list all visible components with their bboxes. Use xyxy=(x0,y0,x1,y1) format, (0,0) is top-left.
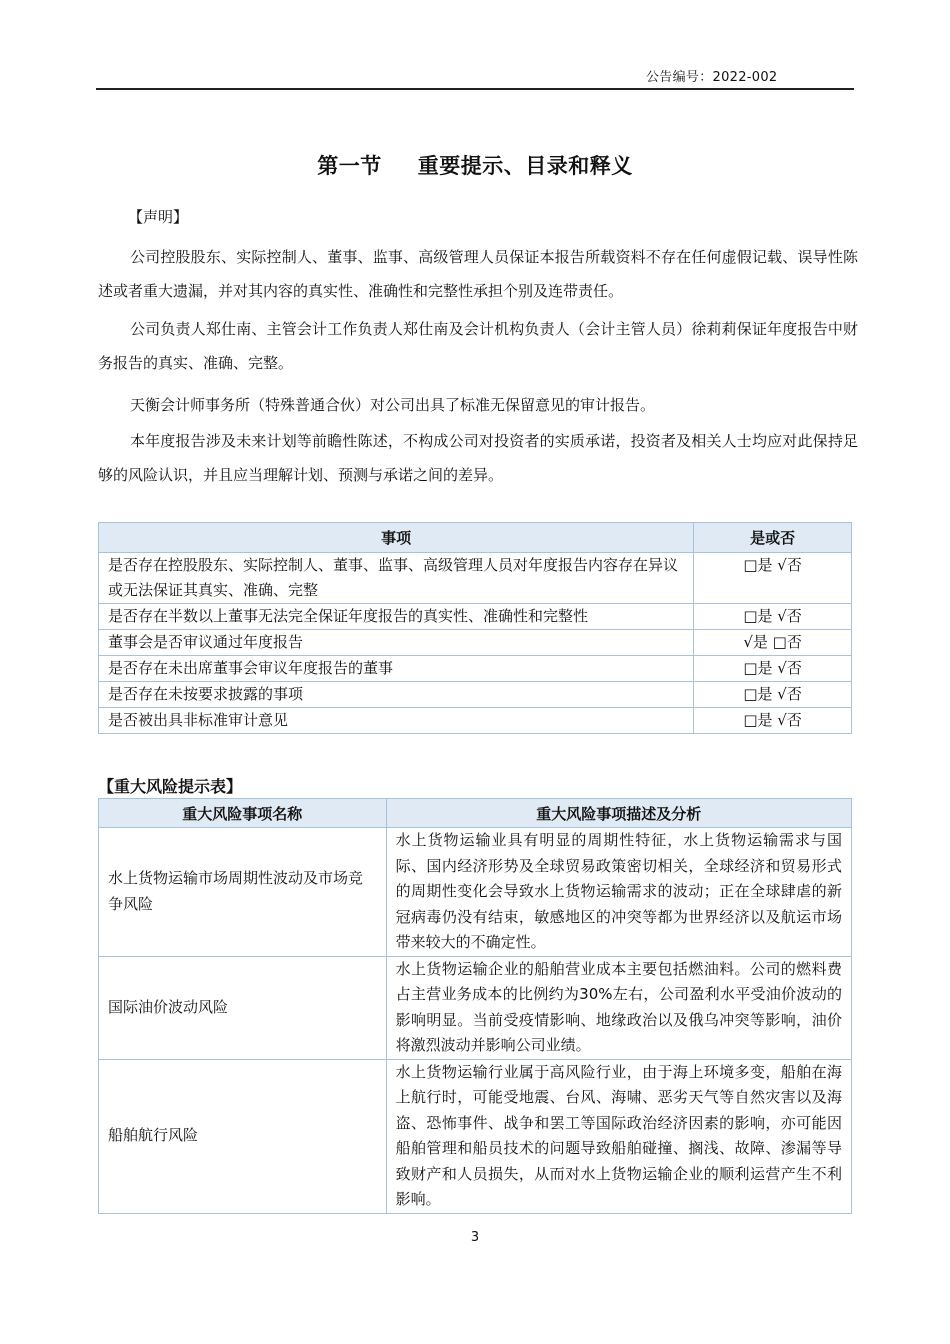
table-row xyxy=(99,828,852,957)
column-header-risk-description: 重大风险事项描述及分析 xyxy=(386,799,851,828)
table-cell-answer: □是 √否 xyxy=(694,682,852,708)
table-row xyxy=(99,553,852,604)
table-cell-item: 是否存在控股股东、实际控制人、董事、监事、高级管理人员对年度报告内容存在异议或无法保证其真实、准确、完整 xyxy=(99,553,694,604)
section-title-line xyxy=(0,150,950,180)
table-cell-answer: √是 □否 xyxy=(694,630,852,656)
table-row xyxy=(99,1059,852,1213)
risk-name: 国际油价波动风险 xyxy=(99,956,387,1059)
risk-description: 水上货物运输企业的船舶营业成本主要包括燃油料。公司的燃料费占主营业务成本的比例约为30%左右，公司盈利水平受油价波动的影响明显。当前受疫情影响、地缘政治以及俄乌冲突等影响，油价将激烈波动并影响公司业绩。 xyxy=(386,956,851,1059)
table-cell-answer: □是 √否 xyxy=(694,553,852,604)
column-header-answer: 是或否 xyxy=(694,523,852,553)
table-cell-item: 是否存在未按要求披露的事项 xyxy=(99,682,694,708)
column-header-item: 事项 xyxy=(99,523,694,553)
declaration-heading: 【声明】 xyxy=(128,208,189,226)
table-row xyxy=(99,682,852,708)
page-number: 3 xyxy=(470,1230,480,1245)
section-number: 第一节 xyxy=(317,154,382,178)
column-header-risk-name: 重大风险事项名称 xyxy=(99,799,387,828)
declaration-paragraph: 本年度报告涉及未来计划等前瞻性陈述，不构成公司对投资者的实质承诺，投资者及相关人士均应对此保持足够的风险认识，并且应当理解计划、预测与承诺之间的差异。 xyxy=(98,432,858,484)
table-row xyxy=(99,708,852,734)
declaration-paragraph: 公司负责人郑仕南、主管会计工作负责人郑仕南及会计机构负责人（会计主管人员）徐莉莉保证年度报告中财务报告的真实、准确、完整。 xyxy=(98,320,858,372)
table-row xyxy=(99,656,852,682)
table-cell-item: 是否被出具非标准审计意见 xyxy=(99,708,694,734)
table-row xyxy=(99,604,852,630)
risk-name: 船舶航行风险 xyxy=(99,1059,387,1213)
table-cell-item: 是否存在未出席董事会审议年度报告的董事 xyxy=(99,656,694,682)
table-cell-answer: □是 √否 xyxy=(694,656,852,682)
table-cell-item: 是否存在半数以上董事无法完全保证年度报告的真实性、准确性和完整性 xyxy=(99,604,694,630)
risk-description: 水上货物运输业具有明显的周期性特征，水上货物运输需求与国际、国内经济形势及全球贸易政策密切相关，全球经济和贸易形式的周期性变化会导致水上货物运输需求的波动；正在全球肆虐的新冠病毒仍没有结束，敏感地区的冲突等都为世界经济以及航运市场带来较大的不确定性。 xyxy=(386,828,851,957)
section-title: 重要提示、目录和释义 xyxy=(417,154,633,178)
declaration-table xyxy=(98,522,852,734)
table-cell-answer: □是 √否 xyxy=(694,708,852,734)
declaration-paragraph: 公司控股股东、实际控制人、董事、监事、高级管理人员保证本报告所载资料不存在任何虚假记载、误导性陈述或者重大遗漏，并对其内容的真实性、准确性和完整性承担个别及连带责任。 xyxy=(98,248,858,300)
header-divider xyxy=(96,88,854,90)
table-cell-answer: □是 √否 xyxy=(694,604,852,630)
risk-table-title: 【重大风险提示表】 xyxy=(98,777,243,796)
risk-description: 水上货物运输行业属于高风险行业，由于海上环境多变，船舶在海上航行时，可能受地震、台风、海啸、恶劣天气等自然灾害以及海盗、恐怖事件、战争和罢工等国际政治经济因素的影响，亦可能因船舶管理和船员技术的问题导致船舶碰撞、搁浅、故障、渗漏等导致财产和人员损失，从而对水上货物运输企业的顺利运营产生不利影响。 xyxy=(386,1059,851,1213)
declaration-paragraph: 天衡会计师事务所（特殊普通合伙）对公司出具了标准无保留意见的审计报告。 xyxy=(130,396,656,414)
risk-name: 水上货物运输市场周期性波动及市场竞争风险 xyxy=(99,828,387,957)
notice-number: 公告编号：2022-002 xyxy=(646,70,778,85)
table-cell-item: 董事会是否审议通过年度报告 xyxy=(99,630,694,656)
table-row xyxy=(99,630,852,656)
risk-table xyxy=(98,798,852,1214)
table-row xyxy=(99,956,852,1059)
